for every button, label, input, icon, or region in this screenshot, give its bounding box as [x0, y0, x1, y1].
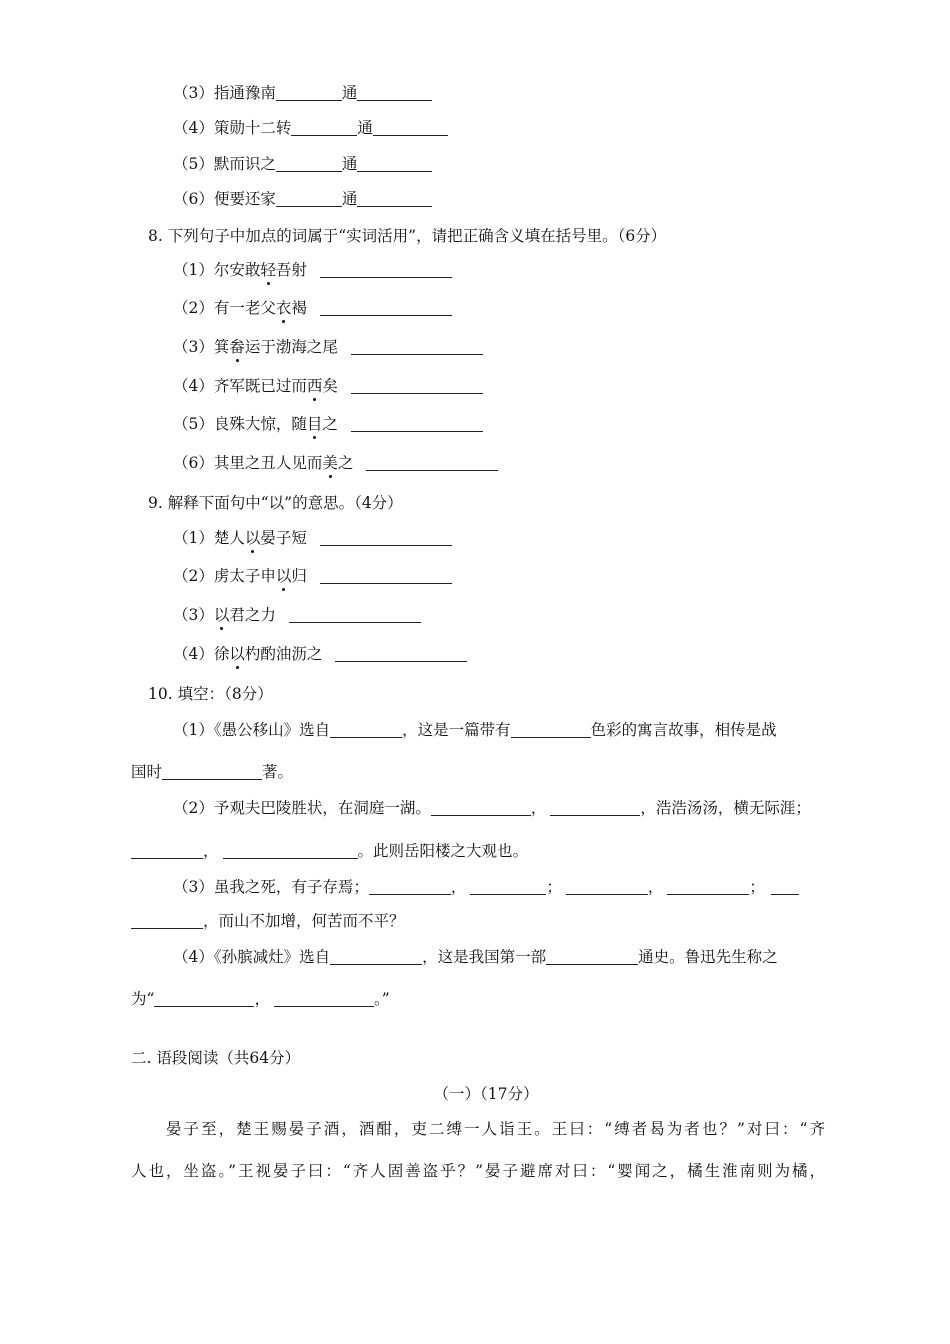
answer-blank[interactable]	[351, 377, 483, 394]
q7-item-5-tong: 通	[341, 155, 358, 173]
answer-blank[interactable]	[357, 190, 432, 207]
answer-blank[interactable]	[470, 878, 546, 895]
q9-item-2	[173, 565, 452, 587]
answer-blank[interactable]	[357, 84, 432, 101]
dotted-word: 西	[306, 377, 323, 395]
q10-p4-line2	[131, 988, 390, 1010]
q10-text: 为“	[131, 990, 155, 1008]
answer-blank[interactable]	[274, 990, 374, 1007]
q10-text: 。此则岳阳楼之大观也。	[357, 842, 529, 860]
q8-item-1	[173, 259, 452, 281]
answer-blank[interactable]	[291, 119, 357, 136]
q10-text: ，	[530, 799, 547, 817]
q10-text: ，而山不加增，何苦而不平？	[203, 912, 405, 930]
dotted-word: 以	[244, 529, 261, 547]
dotted-word: 目	[306, 415, 323, 433]
q8-item-text: （2）有一老父	[173, 299, 276, 317]
q8-title: 8. 下列句子中加点的词属于“实词活用”，请把正确含义填在括号里。（6分）	[148, 227, 667, 245]
dotted-word: 以	[229, 645, 245, 663]
dotted-word: 衣	[275, 299, 292, 317]
q8-item-text: 之	[337, 454, 354, 472]
q9-item-text: 归	[291, 567, 307, 585]
q10-text: ，浩浩汤汤，横无际涯；	[640, 799, 811, 817]
q10-text: 色彩的寓言故事，相传是战	[590, 721, 777, 739]
q7-item-5-text: （5）默而识之	[173, 155, 276, 173]
q10-text: （2）予观夫巴陵胜状，在洞庭一湖。	[173, 799, 431, 817]
answer-blank[interactable]	[667, 878, 749, 895]
q10-text: （3）虽我之死，有子存焉；	[173, 878, 369, 896]
q10-p2-line2	[131, 840, 528, 862]
q8-item-text: 运于渤海之尾	[244, 338, 338, 356]
q7-item-4-text: （4）策勋十二转	[173, 119, 292, 137]
q9-item-text: （1）楚人	[173, 529, 245, 547]
q9-item-1	[173, 527, 452, 549]
q10-text: 著。	[262, 763, 294, 781]
q8-item-4	[173, 375, 483, 397]
q10-text: ，	[203, 842, 219, 860]
q8-item-3	[173, 336, 483, 358]
q9-item-text: （3）	[173, 606, 214, 624]
q9-title: 9. 解释下面句中“以”的意思。（4分）	[148, 494, 403, 512]
answer-blank[interactable]	[357, 155, 432, 172]
q9-item-text: （4）徐	[173, 645, 230, 663]
q8-item-text: 之	[322, 415, 338, 433]
q10-text: ，	[450, 878, 467, 896]
q8-item-6	[173, 452, 498, 474]
answer-blank[interactable]	[276, 84, 342, 101]
q7-item-3-text: （3）指通豫南	[173, 84, 276, 102]
q10-text: ，	[254, 990, 270, 1008]
q10-text: 国时	[131, 763, 163, 781]
q8-item-text: 矣	[322, 377, 338, 395]
answer-blank[interactable]	[276, 190, 342, 207]
q9-item-4	[173, 643, 467, 665]
q7-item-3-tong: 通	[341, 84, 358, 102]
q8-item-text: （1）尔安敢	[173, 261, 261, 279]
q8-item-text: （3）箕	[173, 338, 230, 356]
q8-item-2	[173, 297, 452, 319]
answer-blank[interactable]	[162, 763, 262, 780]
q10-text: ，	[647, 878, 664, 896]
answer-blank[interactable]	[320, 529, 452, 546]
dotted-word: 畚	[229, 338, 245, 356]
q10-p4-line1	[173, 946, 778, 968]
q10-text: （1）《愚公移山》选自	[173, 721, 331, 739]
dotted-word: 以	[213, 606, 230, 624]
q10-text: 。”	[373, 990, 390, 1008]
q10-title: 10. 填空：（8分）	[148, 685, 273, 703]
answer-blank[interactable]	[131, 912, 203, 929]
answer-blank[interactable]	[335, 645, 467, 662]
answer-blank[interactable]	[511, 721, 591, 738]
answer-blank[interactable]	[131, 842, 203, 859]
q8-item-text: 褐	[291, 299, 307, 317]
q7-item-3	[173, 82, 432, 104]
answer-blank[interactable]	[320, 299, 452, 316]
answer-blank[interactable]	[351, 415, 483, 432]
q9-item-3	[173, 604, 421, 626]
q7-item-5	[173, 153, 432, 175]
answer-blank[interactable]	[351, 338, 483, 355]
q10-p1-line2	[131, 761, 293, 783]
reading-passage-line1: 晏子至，楚王赐晏子酒，酒酣，吏二缚一人诣王。王曰：“缚者曷为者也？”对曰：“齐	[166, 1120, 825, 1138]
dotted-word: 美	[322, 454, 338, 472]
q7-item-6-text: （6）便要还家	[173, 190, 276, 208]
answer-blank[interactable]	[320, 261, 452, 278]
q10-text: （4）《孙膑减灶》选自	[173, 948, 331, 966]
answer-blank[interactable]	[546, 948, 638, 965]
q10-text: ，这是一篇带有	[402, 721, 511, 739]
q7-item-4	[173, 117, 448, 139]
q8-item-text: （4）齐军既已过而	[173, 377, 307, 395]
q9-item-text: 晏子短	[260, 529, 307, 547]
q10-text: 通史。鲁迅先生称之	[638, 948, 778, 966]
q8-item-text: （5）良殊大惊，随	[173, 415, 307, 433]
q10-p3-line1	[173, 876, 799, 898]
q10-p3-line2	[131, 910, 405, 932]
answer-blank[interactable]	[550, 799, 640, 816]
section-heading: 二. 语段阅读（共64分）	[131, 1049, 301, 1067]
answer-blank[interactable]	[154, 990, 254, 1007]
answer-blank[interactable]	[431, 799, 531, 816]
q10-text: ；	[546, 878, 562, 896]
q9-item-text: 杓酌油沥之	[244, 645, 323, 663]
section-subheading: （一）（17分）	[433, 1085, 539, 1103]
q8-item-text: （6）其里之丑人见而	[173, 454, 323, 472]
answer-blank[interactable]	[771, 878, 799, 895]
q10-text: ，这是我国第一部	[422, 948, 547, 966]
answer-blank[interactable]	[330, 948, 422, 965]
q9-item-text: （2）虏太子申	[173, 567, 276, 585]
dotted-word: 以	[275, 567, 292, 585]
answer-blank[interactable]	[366, 454, 498, 471]
dotted-word: 轻	[260, 261, 276, 279]
answer-blank[interactable]	[223, 842, 358, 859]
q7-item-6-tong: 通	[341, 190, 358, 208]
q10-p2-line1	[173, 797, 811, 819]
q10-text: ；	[749, 878, 765, 896]
answer-blank[interactable]	[566, 878, 648, 895]
q8-item-text: 吾射	[275, 261, 307, 279]
answer-blank[interactable]	[276, 155, 342, 172]
answer-blank[interactable]	[330, 721, 402, 738]
reading-passage-line2: 人也，坐盗。”王视晏子曰：“齐人固善盗乎？”晏子避席对曰：“婴闻之，橘生淮南则为橘，	[131, 1162, 825, 1180]
q7-item-4-tong: 通	[357, 119, 373, 137]
answer-blank[interactable]	[320, 567, 452, 584]
q10-p1-line1	[173, 719, 777, 741]
q9-item-text: 君之力	[229, 606, 276, 624]
answer-blank[interactable]	[369, 878, 451, 895]
q8-item-5	[173, 413, 483, 435]
answer-blank[interactable]	[373, 119, 448, 136]
q7-item-6	[173, 188, 432, 210]
answer-blank[interactable]	[289, 606, 421, 623]
